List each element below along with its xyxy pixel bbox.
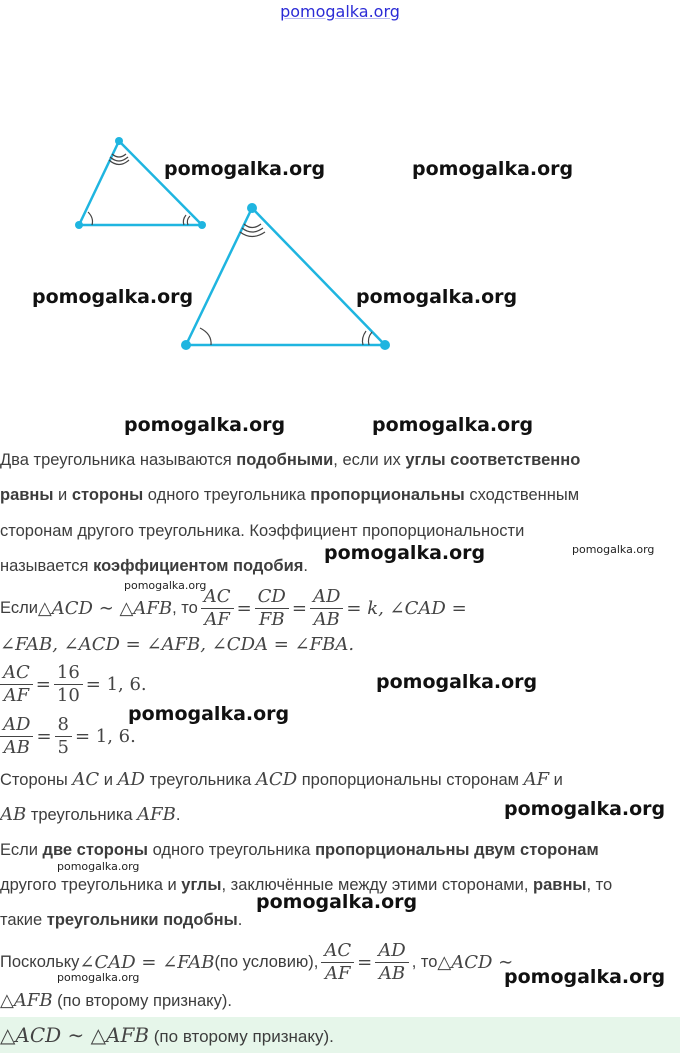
text: сходственным xyxy=(464,486,580,504)
watermark: pomogalka.org xyxy=(412,158,574,180)
watermark: pomogalka.org xyxy=(128,703,290,725)
math: = xyxy=(236,597,252,619)
text-bold: углы соответственно xyxy=(405,451,581,469)
watermark: pomogalka.org xyxy=(504,966,666,988)
text: и xyxy=(99,771,118,789)
theorem-line-3 xyxy=(0,903,242,938)
text: , то xyxy=(586,876,613,894)
math: = 1, 6. xyxy=(85,674,147,695)
math: = 1, 6. xyxy=(74,726,136,747)
watermark: pomogalka.org xyxy=(376,671,538,693)
watermark-small: pomogalka.org xyxy=(572,543,655,556)
watermark: pomogalka.org xyxy=(324,542,486,564)
similarity-formula-line xyxy=(0,583,467,633)
fraction-ad-ab: $\frac{AD}{AB}$ xyxy=(375,940,408,985)
fraction-ac-af: $\frac{AC}{AF}$ xyxy=(0,662,33,707)
math: AC xyxy=(72,769,100,790)
text-bold: две стороны xyxy=(42,841,148,859)
text: . xyxy=(303,557,308,575)
math: ACD xyxy=(255,769,298,790)
text-bold: пропорциональны двум сторонам xyxy=(315,841,599,859)
sides-line-1 xyxy=(0,762,563,798)
watermark: pomogalka.org xyxy=(124,414,286,436)
math: = xyxy=(291,597,307,619)
watermark: pomogalka.org xyxy=(504,798,666,820)
math: = xyxy=(35,674,51,695)
text: Стороны xyxy=(0,771,73,789)
math: ∠CAD = ∠FAB xyxy=(79,951,215,973)
text-bold: треугольники подобны xyxy=(46,911,238,929)
text-bold: пропорциональны xyxy=(310,486,465,504)
fraction-ad-ab: $\frac{AD}{AB}$ xyxy=(310,586,343,631)
math: △ACD ∼ △AFB xyxy=(0,1023,150,1047)
math: = xyxy=(36,726,52,747)
text: Если xyxy=(0,841,43,859)
triangles-figure xyxy=(0,120,680,360)
text: одного треугольника xyxy=(143,486,311,504)
watermark: pomogalka.org xyxy=(372,414,534,436)
conclusion-line-2 xyxy=(0,983,232,1019)
text: (по условию), xyxy=(214,952,319,971)
ratio-16-10-line xyxy=(0,662,147,707)
fraction-ac-af: $\frac{AC}{AF}$ xyxy=(321,940,354,985)
watermark-small: pomogalka.org xyxy=(57,860,140,873)
math: = k, ∠CAD = xyxy=(346,597,467,619)
text: треугольника xyxy=(26,806,138,824)
watermark: pomogalka.org xyxy=(32,286,194,308)
text-bold: равны xyxy=(0,486,54,504)
small-triangle-vertices xyxy=(75,137,206,229)
sides-line-2 xyxy=(0,797,180,833)
math: AFB xyxy=(137,804,176,825)
answer-highlight xyxy=(0,1017,680,1053)
text-bold: подобными xyxy=(236,451,334,469)
text: , то xyxy=(172,598,198,617)
text: и xyxy=(549,771,563,789)
fraction-ac-af: $\frac{AC}{AF}$ xyxy=(201,586,234,631)
watermark: pomogalka.org xyxy=(356,286,518,308)
angles-equality-line: ∠FAB, ∠ACD = ∠AFB, ∠CDA = ∠FBA. xyxy=(0,634,355,655)
math: △ACD ∼ xyxy=(437,951,514,973)
math: AF xyxy=(523,769,550,790)
watermark: pomogalka.org xyxy=(164,158,326,180)
ratio-8-5-line xyxy=(0,714,136,759)
text: . xyxy=(237,911,243,929)
text: сторонам другого треугольника. Коэффициент пропорциональности xyxy=(0,522,525,540)
text: , заключённые между этими сторонами, xyxy=(221,876,534,894)
text: треугольника xyxy=(144,771,256,789)
definition-line-1 xyxy=(0,443,580,478)
small-triangle xyxy=(79,141,202,225)
text-bold: коэффициентом подобия xyxy=(93,557,304,575)
text: называется xyxy=(0,557,94,575)
top-watermark[interactable]: pomogalka.org xyxy=(280,2,400,21)
text: , если их xyxy=(333,451,406,469)
math: △AFB xyxy=(0,990,53,1011)
large-triangle-vertices xyxy=(181,203,390,350)
text: одного треугольника xyxy=(148,841,316,859)
text-bold: равны xyxy=(533,876,587,894)
text: (по второму признаку). xyxy=(52,992,232,1010)
watermark: pomogalka.org xyxy=(256,891,418,913)
text: Если xyxy=(0,598,38,617)
math: = xyxy=(357,951,373,973)
text: такие xyxy=(0,911,47,929)
text: Поскольку xyxy=(0,952,80,971)
watermark-small: pomogalka.org xyxy=(124,579,207,592)
fraction-cd-fb: $\frac{CD}{FB}$ xyxy=(255,586,289,631)
text: (по второму признаку). xyxy=(149,1027,334,1046)
fraction-16-10: $\frac{16}{10}$ xyxy=(54,662,83,707)
math: AB xyxy=(0,804,27,825)
large-triangle xyxy=(186,208,385,345)
watermark-small: pomogalka.org xyxy=(57,971,140,984)
text: . xyxy=(175,806,181,824)
text-bold: углы xyxy=(181,876,222,894)
math: AD xyxy=(117,769,145,790)
text: Два треугольника называются xyxy=(0,451,237,469)
math: △ACD ∼ △AFB xyxy=(37,597,173,619)
text: другого треугольника и xyxy=(0,876,182,894)
text: и xyxy=(53,486,72,504)
text-bold: стороны xyxy=(71,486,144,504)
fraction-ad-ab: $\frac{AD}{AB}$ xyxy=(0,714,33,759)
fraction-8-5: $\frac{8}{5}$ xyxy=(55,714,72,759)
text: , то xyxy=(411,952,438,971)
text: пропорциональны сторонам xyxy=(297,771,524,789)
definition-line-2 xyxy=(0,478,579,513)
